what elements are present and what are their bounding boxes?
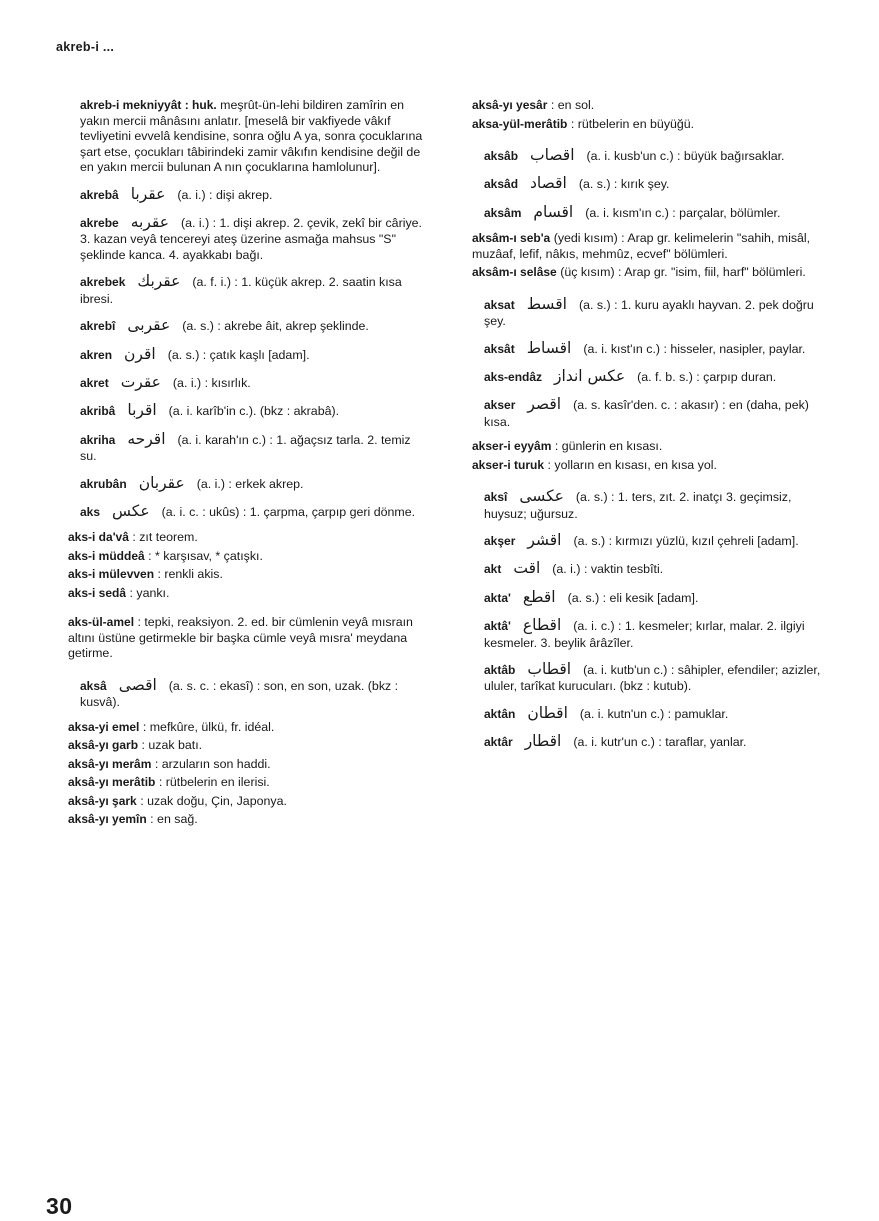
definition: : uzak batı. <box>141 738 203 753</box>
dictionary-entry <box>452 203 824 222</box>
headword: aks-i mülevven <box>68 567 155 582</box>
page-number: 30 <box>46 1193 73 1219</box>
sub-entry <box>48 812 423 828</box>
definition: (a. s.) : çatık kaşlı [adam]. <box>167 347 310 362</box>
dictionary-entry <box>48 316 423 335</box>
headword: aksâm-ı seb'a <box>472 231 551 246</box>
dictionary-entry <box>452 660 824 695</box>
headword: akret <box>80 375 109 390</box>
definition: (a. i. c.) : 1. kesmeler; kırlar, malar. 2. ilgiyi kesmeler. 3. beylik ârâzîler. <box>484 619 805 650</box>
arabic-script: عقرت <box>120 372 161 391</box>
dictionary-entry <box>48 676 423 711</box>
definition: (a. i.) : erkek akrep. <box>196 476 304 491</box>
dictionary-entry <box>48 430 423 465</box>
arabic-script: اقشر <box>527 531 562 549</box>
arabic-script: عقربى <box>127 316 171 335</box>
dictionary-entry <box>452 616 824 651</box>
headword: aksâ-yı garb <box>68 738 139 753</box>
headword: akser-i turuk <box>472 457 545 472</box>
sub-entry <box>48 757 423 773</box>
arabic-script: اقت <box>513 559 541 578</box>
sub-entry <box>452 265 824 281</box>
definition: : rütbelerin en ilerisi. <box>158 775 270 790</box>
definition: : uzak doğu, Çin, Japonya. <box>140 793 287 808</box>
headword: aksat <box>484 297 515 312</box>
headword: akren <box>80 347 113 362</box>
definition: (üç kısım) : Arap gr. "isim, fiil, harf" bölümleri. <box>560 265 806 280</box>
headword: aktâr <box>484 735 513 750</box>
headword: aksî <box>484 490 508 505</box>
definition: (a. s.) : 1. ters, zıt. 2. inatçı 3. geçimsiz, huysuz; uğursuz. <box>484 490 792 521</box>
arabic-script: اقرحه <box>127 429 166 448</box>
headword: akrebek <box>80 275 126 290</box>
arabic-script: اقطع <box>522 587 556 606</box>
dictionary-entry <box>452 531 824 550</box>
arabic-script: اقصى <box>118 675 157 694</box>
headword: akrebe <box>80 215 119 230</box>
arabic-script: عكس انداز <box>554 366 626 385</box>
definition: (a. i.) : vaktin tesbîti. <box>552 562 664 577</box>
dictionary-entry <box>48 502 423 521</box>
sub-entry <box>48 586 423 602</box>
dictionary-entry <box>48 213 423 263</box>
sub-entry <box>48 794 423 810</box>
dictionary-entry <box>452 146 824 165</box>
definition: : arzuların son haddi. <box>154 756 271 771</box>
headword: aksâ-yı şark <box>68 793 137 808</box>
definition: (a. i. c. : ukûs) : 1. çarpma, çarpıp geri dönme. <box>161 504 416 519</box>
definition: (a. i. kısm'ın c.) : parçalar, bölümler. <box>585 205 781 220</box>
arabic-script: اقصاب <box>530 146 575 164</box>
headword: aktâb <box>484 663 516 677</box>
definition: (yedi kısım) : Arap gr. kelimelerin "sahih, misâl, muzâaf, lefif, nâkıs, mehmûz, ecvef" bölümleri. <box>472 231 811 261</box>
left-column <box>48 98 423 831</box>
dictionary-entry <box>452 174 824 193</box>
definition: (a. i. kutr'un c.) : taraflar, yanlar. <box>573 735 747 750</box>
definition: (a. i. kutb'un c.) : sâhipler, efendiler; azizler, ululer, tarîkat kurucuları. (bkz : kutub). <box>484 663 821 694</box>
headword: aks-ül-amel <box>68 615 135 630</box>
sub-entry <box>48 530 423 546</box>
dictionary-entry <box>452 295 824 330</box>
dictionary-entry <box>48 98 423 176</box>
running-header: akreb-i ... <box>56 40 115 54</box>
headword: akriha <box>80 432 116 447</box>
sub-entry <box>452 439 824 455</box>
headword: aktân <box>484 706 516 721</box>
arabic-script: اقطاب <box>527 660 572 678</box>
headword: aksâm <box>484 205 522 220</box>
definition: (a. i.) : dişi akrep. <box>177 187 273 202</box>
dictionary-entry <box>452 395 824 430</box>
arabic-script: اقصر <box>527 395 562 414</box>
headword: akta' <box>484 590 511 605</box>
right-column <box>452 98 824 761</box>
headword: aks-i sedâ <box>68 585 127 600</box>
definition: (a. s.) : kırmızı yüzlü, kızıl çehreli [adam]. <box>573 534 799 548</box>
sub-entry <box>48 549 423 565</box>
headword: aksâ-yı yemîn <box>68 812 147 827</box>
arabic-script: اقطان <box>527 703 568 722</box>
arabic-script: اقسام <box>533 202 574 221</box>
arabic-script: اقرن <box>124 344 156 363</box>
headword: akribâ <box>80 404 116 419</box>
sub-entry <box>452 117 824 133</box>
headword: aksâ-yı yesâr <box>472 98 548 112</box>
dictionary-entry <box>48 474 423 493</box>
dictionary-entry <box>452 367 824 386</box>
definition: (a. s.) : kırık şey. <box>578 177 670 192</box>
sub-entry <box>48 738 423 754</box>
definition: (a. f. b. s.) : çarpıp duran. <box>637 369 777 384</box>
arabic-script: عكس <box>112 501 150 520</box>
definition: (a. s. c. : ekasî) : son, en son, uzak. (bkz : kusvâ). <box>80 678 399 710</box>
definition: (a. i. kutn'un c.) : pamuklar. <box>579 706 729 721</box>
arabic-script: اقصاد <box>530 174 567 193</box>
definition: : * karşısav, * çatışkı. <box>148 548 263 563</box>
arabic-script: عكسى <box>519 487 564 506</box>
definition: (a. f. i.) : 1. küçük akrep. 2. saatin kısa ibresi. <box>80 275 402 306</box>
definition: meşrût-ün-lehi bildiren zamîrin en yakın mercii mânâsını anlatır. [meselâ bir vakfiyede vâkıf tevliyetini evvelâ kendisine, sonra oğlu A ya, sonra çocuklarına şart etse, çocukları tâbirindeki zamir vâkıfın kendisine değil de en yakın mercii bulunan A nın çocuklarına hamlolunur]. <box>80 98 423 174</box>
headword: aksa-yi emel <box>68 719 140 734</box>
arabic-script: عقربك <box>137 272 181 291</box>
headword: aks <box>80 504 101 519</box>
dictionary-entry <box>452 732 824 751</box>
sub-entry <box>48 615 423 662</box>
definition: : mefkûre, ülkü, fr. idéal. <box>142 719 275 734</box>
definition: : rütbelerin en büyüğü. <box>570 116 695 131</box>
definition: : yankı. <box>129 585 170 600</box>
headword: akreb-i mekniyyât : huk. <box>80 98 217 112</box>
headword: akser <box>484 398 516 413</box>
definition: : en sol. <box>550 98 595 112</box>
headword: akşer <box>484 534 516 548</box>
definition: : günlerin en kısası. <box>554 439 663 454</box>
headword: aks-i da'vâ <box>68 530 129 545</box>
definition: : zıt teorem. <box>132 530 198 545</box>
arabic-script: عقربا <box>130 184 166 203</box>
dictionary-entry <box>452 559 824 578</box>
dictionary-entry <box>48 345 423 364</box>
definition: (a. i. karîb'in c.). (bkz : akrabâ). <box>168 404 340 419</box>
headword: aksât <box>484 341 515 356</box>
definition: (a. s.) : 1. kuru ayaklı hayvan. 2. pek doğru şey. <box>484 297 814 328</box>
headword: aksa-yül-merâtib <box>472 116 568 131</box>
definition: (a. i. kusb'un c.) : büyük bağırsaklar. <box>586 149 785 163</box>
headword: aks-i müddeâ <box>68 548 145 563</box>
definition: (a. s.) : akrebe âit, akrep şeklinde. <box>182 319 369 334</box>
headword: akser-i eyyâm <box>472 439 552 454</box>
definition: : renkli akis. <box>157 567 223 582</box>
headword: aksâd <box>484 177 519 192</box>
headword: aksâ-yı merâtib <box>68 775 156 790</box>
arabic-script: اقربا <box>127 401 157 420</box>
headword: aksâ-yı merâm <box>68 756 152 771</box>
definition: (a. s. kasîr'den. c. : akasır) : en (daha, pek) kısa. <box>484 398 809 429</box>
arabic-script: عقربان <box>138 473 185 492</box>
dictionary-entry <box>452 704 824 723</box>
definition: (a. i.) : 1. dişi akrep. 2. çevik, zekî bir câriye. 3. kazan veyâ tencereyi ateş üzerine asmağa mahsus "S" şeklinde kanca. 4. ayakkabı bağı. <box>80 215 422 262</box>
dictionary-entry <box>48 185 423 204</box>
dictionary-entry <box>452 588 824 607</box>
headword: akrubân <box>80 476 127 491</box>
arabic-script: اقسط <box>526 294 567 313</box>
definition: : tepki, reaksiyon. 2. ed. bir cümlenin veyâ mısraın altını üstüne getirmekle bir başka cümle veyâ mısra' meydana getirme. <box>68 615 413 661</box>
dictionary-entry <box>48 373 423 392</box>
definition: : en sağ. <box>150 812 198 827</box>
definition: (a. s.) : eli kesik [adam]. <box>567 590 699 605</box>
dictionary-entry <box>48 272 423 307</box>
headword: aksâm-ı selâse <box>472 265 557 280</box>
headword: akrebî <box>80 319 116 334</box>
headword: aksâb <box>484 149 519 163</box>
headword: akrebâ <box>80 187 119 202</box>
sub-entry <box>452 231 824 262</box>
headword: aksâ <box>80 678 107 693</box>
sub-entry <box>48 775 423 791</box>
sub-entry <box>48 567 423 583</box>
arabic-script: اقطار <box>524 732 562 751</box>
headword: aks-endâz <box>484 369 543 384</box>
headword: aktâ' <box>484 619 511 634</box>
definition: (a. i.) : kısırlık. <box>172 375 251 390</box>
sub-entry <box>48 720 423 736</box>
dictionary-entry <box>452 487 824 522</box>
definition: : yolların en kısası, en kısa yol. <box>547 457 717 472</box>
headword: akt <box>484 562 502 577</box>
sub-entry <box>452 458 824 474</box>
dictionary-entry <box>48 401 423 420</box>
arabic-script: عقربه <box>130 212 169 231</box>
dictionary-entry <box>452 339 824 358</box>
definition: (a. i. kıst'ın c.) : hisseler, nasipler, paylar. <box>583 341 806 356</box>
definition: (a. i. karah'ın c.) : 1. ağaçsız tarla. 2. temiz su. <box>80 432 411 463</box>
sub-entry <box>452 98 824 114</box>
arabic-script: اقطاع <box>522 616 562 635</box>
arabic-script: اقساط <box>526 338 572 357</box>
